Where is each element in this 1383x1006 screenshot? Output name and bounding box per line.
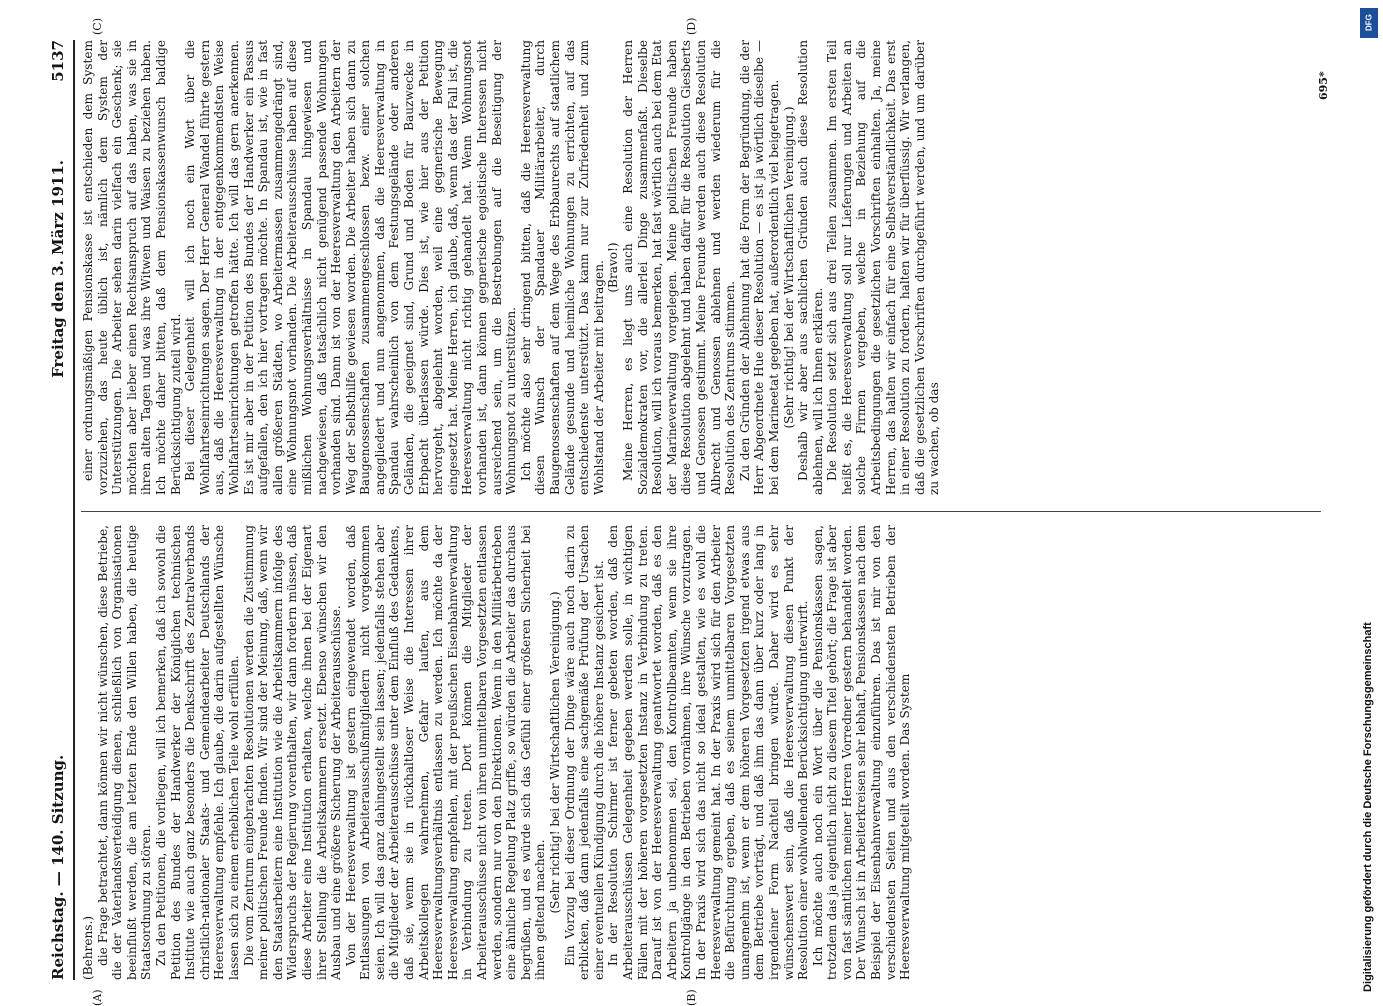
margin-marker-a: (A) [91, 989, 104, 1006]
col1-paragraph: Die vom Zentrum eingebrachten Resolutionen werden die Zustimmung meiner politischen Freunde finden. Wir sind der Meinung, daß, wenn wir den Staatsarbeitern eine Institution wie die Arbeitskammern infolge des Widerspruchs der Regierung vorenthalten, wir dann fordern müssen, daß diese Arbeiter eine Institution erhalten, welche ihnen bei der Eigenart ihrer Stellung die Arbeitskammern ersetzt. Ebenso wünschen wir den Ausbau und eine größere Sicherung der Arbeiterausschüsse. [241, 525, 344, 980]
text-column-right [81, 40, 1321, 495]
col1-paragraph: die Frage betrachtet, dann können wir nicht wünschen, diese Betriebe, die der Vaterlandsverteidigung dienen, schließlich von Organisationen beeinflußt werden, die am letzten Ende den Willen haben, die heutige Staatsordnung zu stören. [95, 525, 154, 980]
page-number: 5137 [49, 40, 67, 82]
col1-paragraph: Von der Heeresverwaltung ist gestern eingewendet worden, daß Entlassungen von Arbeiterausschußmitgliedern nicht vorgekommen seien. Ich will das ganz dahingestellt sein lassen; jedenfalls stehen aber die Mitglieder der Arbeiterausschüsse unter dem Einfluß des Gedankens, daß sie, wenn sie in rückhaltloser Weise die Interessen ihrer Arbeitskollegen wahrnehmen, Gefahr laufen, aus dem Heeresverwaltungsverhältnis entlassen zu werden. Ich möchte da der Heeresverwaltung empfehlen, mit der preußischen Eisenbahnverwaltung in Verbindung zu treten. Dort können die Mitglieder der Arbeiterausschüsse nicht von ihren unmittelbaren Vorgesetzten entlassen werden, sondern nur von den Direktionen. Wenn in den Militärbetrieben eine ähnliche Regelung Platz griffe, so würden die Arbeiter das durchaus begrüßen, und es würde sich das Gefühl einer größeren Sicherheit bei ihnen geltend machen. [343, 525, 548, 980]
rotated-page-content [45, 17, 1335, 1006]
column-divider [81, 511, 1321, 512]
header-rule [73, 40, 75, 980]
digitization-credit-text: Digitalisierung gefördert durch die Deutsche Forschungsgemeinschaft [1362, 622, 1374, 992]
col2-paragraph: Deshalb wir aber aus sachlichen Gründen auch diese Resolution ablehnen, will ich Ihnen erklären. [796, 40, 825, 495]
col2-paragraph: Bei dieser Gelegenheit will ich noch ein Wort über die Wohlfahrtseinrichtungen sagen. Der Herr General Wandel führte gestern aus, daß die Heeresverwaltung in der entgegenkommendsten Weise Wohlfahrtseinrichtungen getroffen hätte. Ich will das gern anerkennen. Es ist mir aber in der Petition des Bundes der Handwerker ein Passus aufgefallen, den ich hier vortragen möchte. In Spandau ist, wie in fast allen größeren Städten, wo Arbeitermassen zusammengedrängt sind, eine Wohnungsnot vorhanden. Die Arbeiterausschüsse haben auf diese mißlichen Wohnungsverhältnisse in Spandau hingewiesen und nachgewiesen, daß tatsächlich nicht genügend passende Wohnungen vorhanden sind. Dann ist von der Heeresverwaltung den Arbeitern der Weg der Selbsthilfe gewiesen worden. Die Arbeiter haben sich dann zu Baugenossenschaften zusammengeschlossen bezw. einer solchen angegliedert und nun angenommen, daß die Heeresverwaltung in Spandau wahrscheinlich von dem Festungsgelände oder anderen Geländen, die geeignet sind, Grund und Boden für Bauzwecke in Erbpacht überlassen würde. Dies ist, wie hier aus der Petition hervorgeht, abgelehnt worden, weil eine gegnerische Bewegung eingesetzt hat. Meine Herren, ich glaube, daß, wenn das der Fall ist, die Heeresverwaltung nicht richtig gehandelt hat. Wenn Wohnungsnot vorhanden ist, dann können gegnerische egoistische Interessen nicht ausreichend sein, um die Bestrebungen auf die Beseitigung der Wohnungsnot zu unterstützen. [183, 40, 519, 495]
col1-paragraph: Ein Vorzug bei dieser Ordnung der Dinge wäre auch noch darin zu erblicken, daß dann jedenfalls eine sachgemäße Prüfung der Ursachen einer eventuellen Kündigung durch die höhere Instanz gesichert ist. [562, 525, 606, 980]
header-date: Freitag den 3. März 1911. [49, 160, 67, 378]
digitization-credit-sidebar [1356, 8, 1383, 992]
page-header [45, 40, 75, 980]
margin-marker-c: (C) [91, 18, 104, 35]
col2-paragraph: Die Resolution setzt sich aus drei Teilen zusammen. Im ersten Teil heißt es, die Heeresverwaltung soll nur Lieferungen und Arbeiten an solche Firmen vergeben, welche in Beziehung auf die Arbeitsbedingungen die gesetzlichen Vorschriften einhalten. Ja, meine Herren, das halten wir einfach für eine Selbstverständlichkeit. Das erst in einer Resolution zu fordern, halten wir für überflüssig. Wir verlangen, daß die gesetzlichen Vorschriften durchgeführt werden, und um darüber zu wachen, ob das [825, 40, 942, 495]
col1-paragraph: Ich möchte auch noch ein Wort über die Pensionskassen sagen, trotzdem das ja eigentlich nicht zu diesem Titel gehört; die Frage ist aber von fast sämtlichen meiner Herren Vorredner gestern behandelt worden. Der Wunsch ist in Arbeiterkreisen sehr lebhaft, Pensionskassen nach dem Beispiel der Eisenbahnverwaltung einzuführen. Das ist mir von den verschiedensten Seiten und aus den verschiedensten Betrieben der Heeresverwaltung mitgeteilt worden. Das System [810, 525, 913, 980]
col2-paragraph: (Bravo!) [606, 242, 621, 293]
dfg-logo-text: DFG [1364, 14, 1374, 32]
col2-paragraph: Ich möchte also sehr dringend bitten, daß die Heeresverwaltung diesen Wunsch der Spandauer Militärarbeiter, durch Baugenossenschaften auf dem Wege des Erbbaurechts auf staatlichem Gelände gesunde und heimliche Wohnungen zu errichten, auf das entschiedenste unterstützt. Das kann nur zur Zufriedenheit und zum Wohlstand der Arbeiter mit beitragen. [518, 40, 606, 495]
col2-paragraph: Zu den Gründen der Ablehnung hat die Form der Begründung, die der Herr Abgeordnete Hue dieser Resolution — es ist ja wörtlich dieselbe — bei dem Marineetat gegeben hat, außerordentlich viel beigetragen. [737, 40, 781, 495]
col1-paragraph: (Behrens.) [81, 915, 95, 980]
footer-stamp: 695* [1317, 71, 1330, 100]
col2-paragraph: einer ordnungsmäßigen Pensionskasse ist entschieden dem System vorzuziehen, das heute üblich ist, nämlich dem System der Unterstützungen. Die Arbeiter sehen darin vielfach ein Geschenk; sie möchten aber lieber einen Rechtsanspruch auf das haben, was sie in ihren alten Tagen und was ihre Witwen und Waisen zu beziehen haben. Ich möchte daher bitten, daß dem Pensionskassenwunsch baldige Berücksichtigung zuteil wird. [81, 40, 183, 495]
col1-paragraph: (Sehr richtig! bei der Wirtschaftlichen Vereinigung.) [548, 591, 562, 914]
col2-paragraph: Meine Herren, es liegt uns auch eine Resolution der Herren Sozialdemokraten vor, die allerlei Dinge zusammenfaßt. Dieselbe Resolution, will ich voraus bemerken, hat fast wörtlich auch bei dem Etat der Marineverwaltung vorgelegen. Meine politischen Freunde haben diese Resolution abgelehnt und haben dafür für die Resolution Giesberts und Genossen gestimmt. Meine Freunde werden auch diese Resolution Albrecht und Genossen ablehnen und werden wiederum für die Resolution des Zentrums stimmen. [620, 40, 738, 495]
col2-paragraph: (Sehr richtig! bei der Wirtschaftlichen Vereinigung.) [781, 106, 796, 429]
text-column-left [81, 525, 1321, 980]
col1-paragraph: In der Resolution Schirmer ist ferner gebeten worden, daß den Arbeiterausschüssen Gelegenheit gegeben werden solle, in wichtigen Fällen mit der höheren vorgesetzten Instanz in Verbindung zu treten. Darauf ist von der Heeresverwaltung geantwortet worden, daß es den Arbeitern ja unbenommen sei, den Kontrollbeamten, wenn sie ihre Kontrollgänge in den Betrieben vornähmen, ihre Wünsche vorzutragen. In der Praxis wird sich das nicht so ideal gestalten, wie es wohl die Heeresverwaltung gemeint hat. In der Praxis wird sich für den Arbeiter die Befürchtung ergeben, daß es seinem unmittelbaren Vorgesetzten unangenehm ist, wenn er dem höheren Vorgesetzten irgend etwas aus dem Betriebe vorträgt, und daß ihm das dann über kurz oder lang in irgendeiner Form Nachteil bringen würde. Daher wird es sehr wünschenswert sein, daß die Heeresverwaltung diesen Punkt der Resolution einer wohlwollenden Berücksichtigung unterwirft. [606, 525, 811, 980]
header-left-title: Reichstag. — 140. Sitzung. [49, 754, 67, 980]
col1-paragraph: Zu den Petitionen, die vorliegen, will ich bemerken, daß ich sowohl die Petition des Bundes der Handwerker der Königlichen technischen Institute wie auch ganz besonders die Denkschrift des Zentralverbands christlich-nationaler Staats- und Gemeindearbeiter Deutschlands der Heeresverwaltung empfehle. Ich glaube, die darin aufgestellten Wünsche lassen sich zu einem erheblichen Teile wohl erfüllen. [153, 525, 241, 980]
margin-marker-b: (B) [685, 989, 698, 1006]
margin-marker-d: (D) [685, 17, 698, 35]
